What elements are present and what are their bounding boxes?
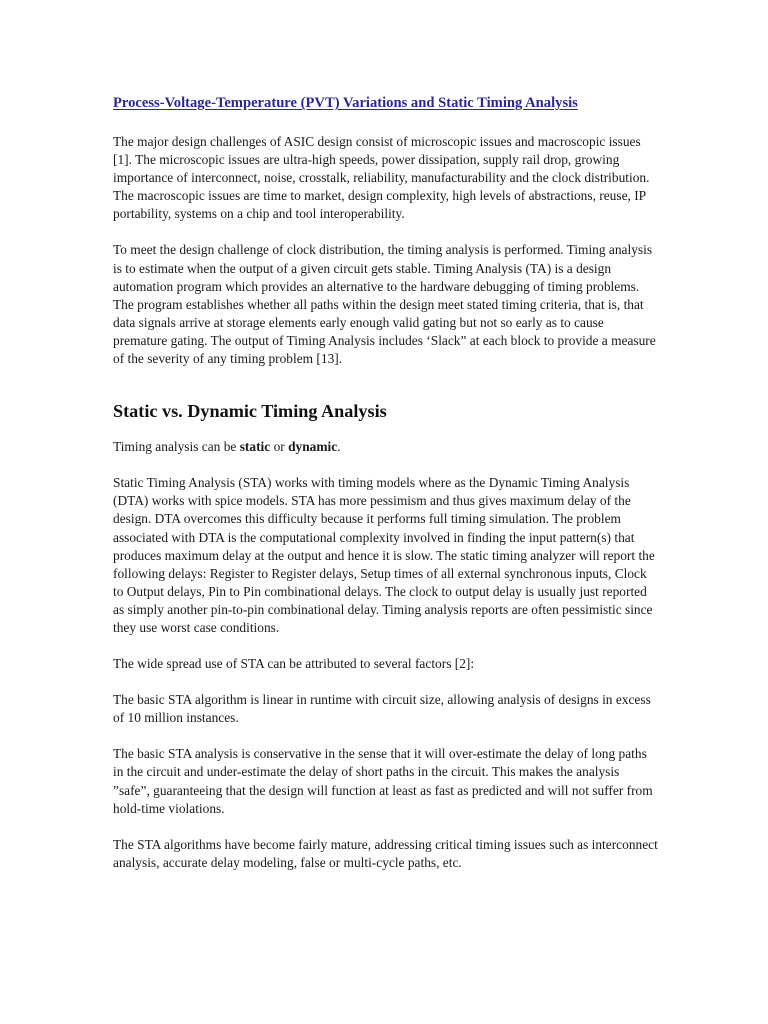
intro-middle: or <box>270 439 289 455</box>
intro-dynamic-term: dynamic <box>288 439 338 455</box>
title-link[interactable]: Process-Voltage-Temperature (PVT) Variations and Static Timing Analysis <box>113 95 578 111</box>
paragraph-timing-analysis: To meet the design challenge of clock distribution, the timing analysis is performed. Timing analysis is to estimate when the output of a given circuit gets stable. Timing Analysis (TA) is a design automation program which provides an alternative to the hardware debugging of timing problems. The program establishes whether all paths within the design meet stated timing criteria, that is, that data signals arrive at storage elements early enough valid gating but not so early as to cause premature gating. The output of Timing Analysis includes ‘Slack” at each block to provide a measure of the severity of any timing problem [13]. <box>113 242 656 367</box>
paragraph-conservative-analysis: The basic STA analysis is conservative in the sense that it will over-estimate the delay of long paths in the circuit and under-estimate the delay of short paths in the circuit. This makes the analysis ”safe”, guaranteeing that the design will function at least as fast as predicted and will not suffer from hold-time violations. <box>113 746 653 816</box>
paragraph-sta-factors: The wide spread use of STA can be attributed to several factors [2]: <box>113 656 475 672</box>
intro-static-term: static <box>239 439 271 455</box>
paragraph-asic-challenges: The major design challenges of ASIC design consist of microscopic issues and macroscopic issues [1]. The microscopic issues are ultra-high speeds, power dissipation, supply rail drop, growing importance of interconnect, noise, crosstalk, reliability, manufacturability and the clock distribution. The macroscopic issues are time to market, design complexity, high levels of abstractions, reuse, IP portability, systems on a chip and tool interoperability. <box>113 134 650 222</box>
section-heading: Static vs. Dynamic Timing Analysis <box>113 401 387 422</box>
paragraph-sta-vs-dta: Static Timing Analysis (STA) works with timing models where as the Dynamic Timing Analysis (DTA) works with spice models. STA has more pessimism and thus gives maximum delay of the design. DTA overcomes this difficulty because it performs full timing simulation. The problem associated with DTA is the computational complexity involved in finding the input pattern(s) that produces maximum delay at the output and hence it is slow. The static timing analyzer will report the following delays: Register to Register delays, Setup times of all external synchronous inputs, Clock to Output delays, Pin to Pin combinational delays. The clock to output delay is usually just reported as simply another pin-to-pin combinational delay. Timing analysis reports are often pessimistic since they use worst case conditions. <box>113 475 655 635</box>
paragraph-linear-runtime: The basic STA algorithm is linear in runtime with circuit size, allowing analysis of designs in excess of 10 million instances. <box>113 692 651 726</box>
paragraph-intro <box>113 438 658 456</box>
intro-prefix: Timing analysis can be <box>113 439 240 455</box>
document-page <box>113 92 658 872</box>
paragraph-mature-algorithms: The STA algorithms have become fairly mature, addressing critical timing issues such as interconnect analysis, accurate delay modeling, false or multi-cycle paths, etc. <box>113 836 658 870</box>
intro-suffix: . <box>337 439 341 455</box>
